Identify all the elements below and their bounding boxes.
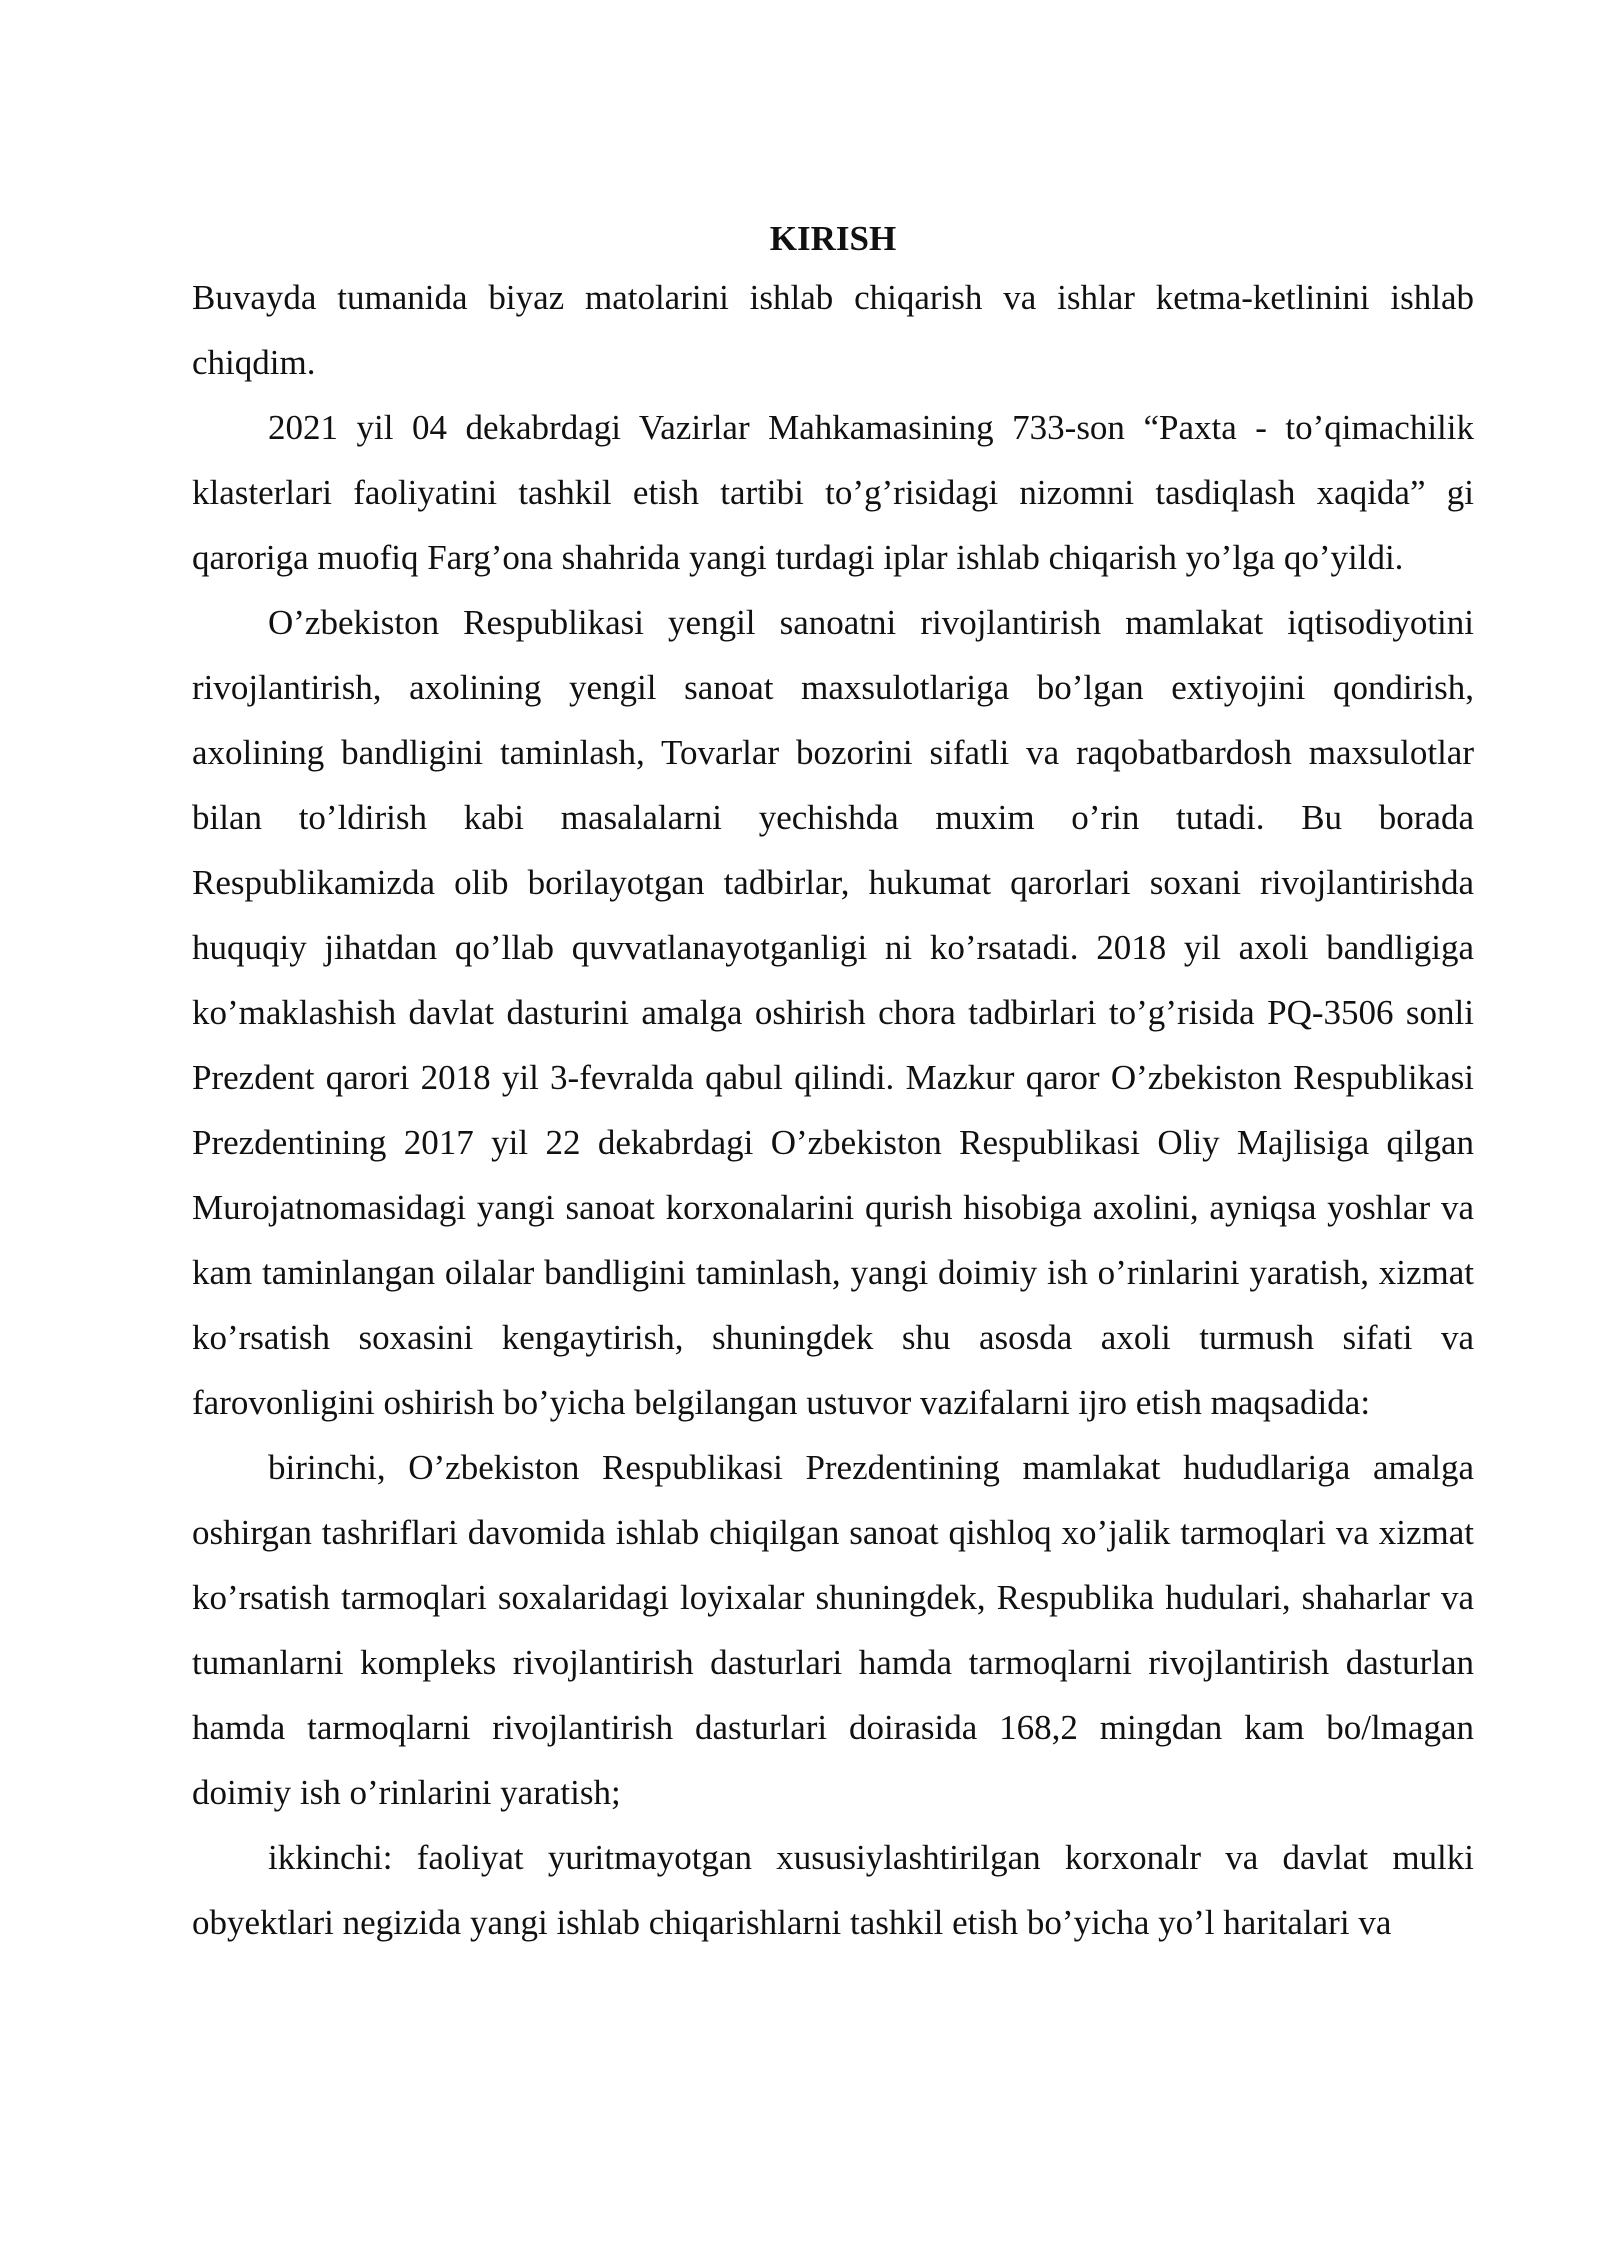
document-title: KIRISH — [769, 219, 897, 258]
paragraph-intro: Buvayda tumanida biyaz matolarini ishlab chiqarish va ishlar ketma-ketlinini ishlab chiqdim. — [192, 278, 1474, 382]
paragraph-light-industry: O’zbekiston Respublikasi yengil sanoatni rivojlantirish mamlakat iqtisodiyotini rivojlantirish, axolining yengil sanoat maxsulotlariga bo’lgan extiyojini qondirish, axolining bandligini taminlash, Tovarlar bozorini sifatli va raqobatbardosh maxsulotlar bilan to’ldirish kabi masalalarni yechishda muxim o’rin tutadi. Bu borada Respublikamizda olib borilayotgan tadbirlar, hukumat qarorlari soxani rivojlantirishda huquqiy jihatdan qo’llab quvvatlanayotganligi ni ko’rsatadi. 2018 yil axoli bandligiga ko’maklashish davlat dasturini amalga oshirish chora tadbirlari to’g’risida PQ-3506 sonli Prezdent qarori 2018 yil 3-fevralda qabul qilindi. Mazkur qaror O’zbekiston Respublikasi Prezdentining 2017 yil 22 dekabrdagi O’zbekiston Respublikasi Oliy Majlisiga qilgan Murojatnomasidagi yangi sanoat korxonalarini qurish hisobiga axolini, ayniqsa yoshlar va kam taminlangan oilalar bandligini taminlash, yangi doimiy ish o’rinlarini yaratish, xizmat ko’rsatish soxasini kengaytirish, shuningdek shu asosda axoli turmush sifati va farovonligini oshirish bo’yicha belgilangan ustuvor vazifalarni ijro etish maqsadida: — [192, 603, 1474, 1422]
paragraph-second-task: ikkinchi: faoliyat yuritmayotgan xususiylashtirilgan korxonalr va davlat mulki obyektlari negizida yangi ishlab chiqarishlarni tashkil etish bo’yicha yo’l haritalari va — [192, 1838, 1474, 1942]
paragraph-decree: 2021 yil 04 dekabrdagi Vazirlar Mahkamasining 733-son “Paxta - to’qimachilik klasterlari faoliyatini tashkil etish tartibi to’g’risidagi nizomni tasdiqlash xaqida” gi qaroriga muofiq Farg’ona shahrida yangi turdagi iplar ishlab chiqarish yo’lga qo’yildi. — [192, 408, 1474, 577]
document-body — [192, 213, 1474, 1955]
paragraph-first-task: birinchi, O’zbekiston Respublikasi Prezdentining mamlakat hududlariga amalga oshirgan tashriflari davomida ishlab chiqilgan sanoat qishloq xo’jalik tarmoqlari va xizmat ko’rsatish tarmoqlari soxalaridagi loyixalar shuningdek, Respublika hudulari, shaharlar va tumanlarni kompleks rivojlantirish dasturlari hamda tarmoqlarni rivojlantirish dasturlan hamda tarmoqlarni rivojlantirish dasturlari doirasida 168,2 mingdan kam bo/lmagan doimiy ish o’rinlarini yaratish; — [192, 1448, 1474, 1812]
